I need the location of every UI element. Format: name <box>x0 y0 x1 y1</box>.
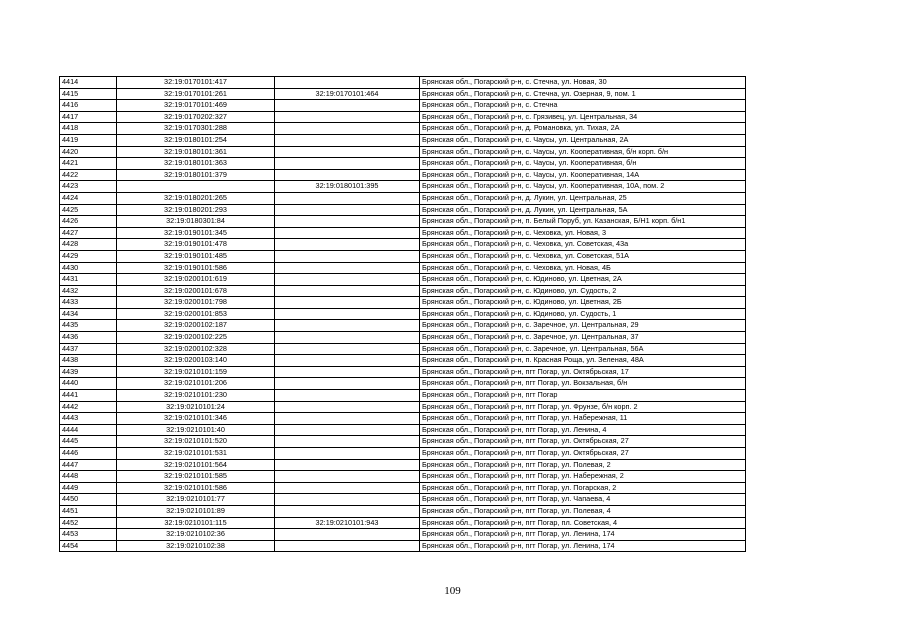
related-cadastral-number-cell <box>275 77 420 89</box>
address-cell: Брянская обл., Погарский р-н, с. Юдиново, ул. Цветная, 2Б <box>420 297 746 309</box>
table-row <box>60 320 746 332</box>
address-cell: Брянская обл., Погарский р-н, пгт Погар <box>420 390 746 402</box>
cadastral-number-cell: 32:19:0200102:225 <box>117 332 275 344</box>
table-row <box>60 181 746 193</box>
table-row <box>60 401 746 413</box>
address-cell: Брянская обл., Погарский р-н, с. Чаусы, ул. Кооперативная, б/н корп. б/н <box>420 146 746 158</box>
row-number-cell: 4435 <box>60 320 117 332</box>
related-cadastral-number-cell <box>275 436 420 448</box>
cadastral-number-cell: 32:19:0200102:328 <box>117 343 275 355</box>
related-cadastral-number-cell <box>275 482 420 494</box>
table-row <box>60 471 746 483</box>
row-number-cell: 4447 <box>60 459 117 471</box>
row-number-cell: 4415 <box>60 88 117 100</box>
address-cell: Брянская обл., Погарский р-н, с. Стечна, ул. Озерная, 9, пом. 1 <box>420 88 746 100</box>
address-cell: Брянская обл., Погарский р-н, пгт Погар, пл. Советская, 4 <box>420 517 746 529</box>
table-row <box>60 482 746 494</box>
row-number-cell: 4454 <box>60 540 117 552</box>
row-number-cell: 4442 <box>60 401 117 413</box>
table-row <box>60 505 746 517</box>
row-number-cell: 4423 <box>60 181 117 193</box>
related-cadastral-number-cell <box>275 540 420 552</box>
address-cell: Брянская обл., Погарский р-н, с. Заречное, ул. Центральная, 56А <box>420 343 746 355</box>
row-number-cell: 4416 <box>60 100 117 112</box>
table-row <box>60 494 746 506</box>
address-cell: Брянская обл., Погарский р-н, пгт Погар, ул. Октябрьская, 27 <box>420 436 746 448</box>
related-cadastral-number-cell <box>275 471 420 483</box>
address-cell: Брянская обл., Погарский р-н, пгт Погар, ул. Ленина, 174 <box>420 529 746 541</box>
cadastral-number-cell: 32:19:0180101:363 <box>117 158 275 170</box>
table-row <box>60 134 746 146</box>
table-row <box>60 250 746 262</box>
table-row <box>60 355 746 367</box>
related-cadastral-number-cell <box>275 378 420 390</box>
address-cell: Брянская обл., Погарский р-н, пгт Погар, ул. Полевая, 4 <box>420 505 746 517</box>
table-row <box>60 169 746 181</box>
cadastral-number-cell: 32:19:0210101:586 <box>117 482 275 494</box>
table-row <box>60 540 746 552</box>
related-cadastral-number-cell <box>275 111 420 123</box>
cadastral-number-cell: 32:19:0210101:531 <box>117 448 275 460</box>
related-cadastral-number-cell <box>275 274 420 286</box>
row-number-cell: 4418 <box>60 123 117 135</box>
related-cadastral-number-cell <box>275 355 420 367</box>
cadastral-number-cell: 32:19:0180101:379 <box>117 169 275 181</box>
related-cadastral-number-cell: 32:19:0180101:395 <box>275 181 420 193</box>
related-cadastral-number-cell: 32:19:0170101:464 <box>275 88 420 100</box>
row-number-cell: 4445 <box>60 436 117 448</box>
related-cadastral-number-cell <box>275 262 420 274</box>
related-cadastral-number-cell <box>275 343 420 355</box>
table-row <box>60 297 746 309</box>
row-number-cell: 4419 <box>60 134 117 146</box>
address-cell: Брянская обл., Погарский р-н, пгт Погар, ул. Погарская, 2 <box>420 482 746 494</box>
cadastral-number-cell: 32:19:0210101:40 <box>117 424 275 436</box>
table-row <box>60 123 746 135</box>
cadastral-number-cell: 32:19:0190101:478 <box>117 239 275 251</box>
table-row <box>60 459 746 471</box>
row-number-cell: 4428 <box>60 239 117 251</box>
related-cadastral-number-cell <box>275 204 420 216</box>
table-row <box>60 216 746 228</box>
address-cell: Брянская обл., Погарский р-н, пгт Погар, ул. Фрунзе, б/н корп. 2 <box>420 401 746 413</box>
row-number-cell: 4436 <box>60 332 117 344</box>
row-number-cell: 4452 <box>60 517 117 529</box>
row-number-cell: 4453 <box>60 529 117 541</box>
cadastral-number-cell: 32:19:0200102:187 <box>117 320 275 332</box>
related-cadastral-number-cell <box>275 424 420 436</box>
cadastral-number-cell: 32:19:0170101:417 <box>117 77 275 89</box>
table-row <box>60 285 746 297</box>
address-cell: Брянская обл., Погарский р-н, с. Чеховка, ул. Советская, 43а <box>420 239 746 251</box>
address-cell: Брянская обл., Погарский р-н, пгт Погар, ул. Октябрьская, 27 <box>420 448 746 460</box>
address-cell: Брянская обл., Погарский р-н, д. Романовка, ул. Тихая, 2А <box>420 123 746 135</box>
row-number-cell: 4444 <box>60 424 117 436</box>
address-cell: Брянская обл., Погарский р-н, с. Чаусы, ул. Кооперативная, 14А <box>420 169 746 181</box>
row-number-cell: 4426 <box>60 216 117 228</box>
table-row <box>60 88 746 100</box>
row-number-cell: 4443 <box>60 413 117 425</box>
cadastral-number-cell: 32:19:0210101:585 <box>117 471 275 483</box>
address-cell: Брянская обл., Погарский р-н, пгт Погар, ул. Полевая, 2 <box>420 459 746 471</box>
cadastral-number-cell: 32:19:0210101:115 <box>117 517 275 529</box>
cadastral-number-cell: 32:19:0190101:586 <box>117 262 275 274</box>
address-cell: Брянская обл., Погарский р-н, пгт Погар, ул. Набережная, 2 <box>420 471 746 483</box>
related-cadastral-number-cell <box>275 192 420 204</box>
row-number-cell: 4434 <box>60 308 117 320</box>
row-number-cell: 4449 <box>60 482 117 494</box>
related-cadastral-number-cell <box>275 448 420 460</box>
row-number-cell: 4424 <box>60 192 117 204</box>
cadastral-number-cell: 32:19:0180201:265 <box>117 192 275 204</box>
table-row <box>60 378 746 390</box>
row-number-cell: 4417 <box>60 111 117 123</box>
cadastral-number-cell: 32:19:0200101:619 <box>117 274 275 286</box>
cadastral-number-cell: 32:19:0170101:261 <box>117 88 275 100</box>
related-cadastral-number-cell <box>275 332 420 344</box>
address-cell: Брянская обл., Погарский р-н, пгт Погар, ул. Октябрьская, 17 <box>420 366 746 378</box>
cadastral-number-cell <box>117 181 275 193</box>
cadastral-number-cell: 32:19:0210101:346 <box>117 413 275 425</box>
cadastral-number-cell: 32:19:0210101:24 <box>117 401 275 413</box>
registry-table-body <box>60 77 746 552</box>
related-cadastral-number-cell <box>275 239 420 251</box>
row-number-cell: 4429 <box>60 250 117 262</box>
address-cell: Брянская обл., Погарский р-н, с. Юдиново, ул. Судость, 1 <box>420 308 746 320</box>
address-cell: Брянская обл., Погарский р-н, пгт Погар, ул. Набережная, 11 <box>420 413 746 425</box>
row-number-cell: 4440 <box>60 378 117 390</box>
address-cell: Брянская обл., Погарский р-н, с. Грязивец, ул. Центральная, 34 <box>420 111 746 123</box>
table-row <box>60 390 746 402</box>
address-cell: Брянская обл., Погарский р-н, с. Чеховка, ул. Новая, 4Б <box>420 262 746 274</box>
row-number-cell: 4439 <box>60 366 117 378</box>
address-cell: Брянская обл., Погарский р-н, с. Чаусы, ул. Кооперативная, б/н <box>420 158 746 170</box>
row-number-cell: 4431 <box>60 274 117 286</box>
address-cell: Брянская обл., Погарский р-н, с. Стечна <box>420 100 746 112</box>
table-row <box>60 146 746 158</box>
table-row <box>60 413 746 425</box>
row-number-cell: 4430 <box>60 262 117 274</box>
table-row <box>60 100 746 112</box>
row-number-cell: 4422 <box>60 169 117 181</box>
related-cadastral-number-cell <box>275 401 420 413</box>
address-cell: Брянская обл., Погарский р-н, с. Чеховка, ул. Новая, 3 <box>420 227 746 239</box>
related-cadastral-number-cell <box>275 250 420 262</box>
table-row <box>60 262 746 274</box>
table-row <box>60 448 746 460</box>
address-cell: Брянская обл., Погарский р-н, п. Красная Роща, ул. Зеленая, 48А <box>420 355 746 367</box>
table-row <box>60 343 746 355</box>
cadastral-number-cell: 32:19:0200101:678 <box>117 285 275 297</box>
table-row <box>60 204 746 216</box>
table-row <box>60 274 746 286</box>
cadastral-number-cell: 32:19:0170101:469 <box>117 100 275 112</box>
related-cadastral-number-cell <box>275 297 420 309</box>
row-number-cell: 4425 <box>60 204 117 216</box>
cadastral-number-cell: 32:19:0180101:361 <box>117 146 275 158</box>
cadastral-number-cell: 32:19:0210101:520 <box>117 436 275 448</box>
row-number-cell: 4438 <box>60 355 117 367</box>
related-cadastral-number-cell <box>275 459 420 471</box>
table-row <box>60 227 746 239</box>
row-number-cell: 4432 <box>60 285 117 297</box>
row-number-cell: 4448 <box>60 471 117 483</box>
cadastral-number-cell: 32:19:0190101:485 <box>117 250 275 262</box>
cadastral-number-cell: 32:19:0200103:140 <box>117 355 275 367</box>
cadastral-number-cell: 32:19:0210101:89 <box>117 505 275 517</box>
table-row <box>60 239 746 251</box>
cadastral-number-cell: 32:19:0210101:77 <box>117 494 275 506</box>
registry-table <box>59 76 746 552</box>
address-cell: Брянская обл., Погарский р-н, с. Чаусы, ул. Кооперативная, 10А, пом. 2 <box>420 181 746 193</box>
table-row <box>60 517 746 529</box>
related-cadastral-number-cell <box>275 146 420 158</box>
table-row <box>60 111 746 123</box>
related-cadastral-number-cell <box>275 100 420 112</box>
cadastral-number-cell: 32:19:0170301:288 <box>117 123 275 135</box>
cadastral-number-cell: 32:19:0190101:345 <box>117 227 275 239</box>
related-cadastral-number-cell <box>275 169 420 181</box>
address-cell: Брянская обл., Погарский р-н, пгт Погар, ул. Чапаева, 4 <box>420 494 746 506</box>
address-cell: Брянская обл., Погарский р-н, пгт Погар, ул. Ленина, 4 <box>420 424 746 436</box>
table-row <box>60 366 746 378</box>
table-row <box>60 529 746 541</box>
table-row <box>60 192 746 204</box>
cadastral-number-cell: 32:19:0210101:564 <box>117 459 275 471</box>
address-cell: Брянская обл., Погарский р-н, с. Юдиново, ул. Судость, 2 <box>420 285 746 297</box>
related-cadastral-number-cell <box>275 158 420 170</box>
row-number-cell: 4414 <box>60 77 117 89</box>
related-cadastral-number-cell <box>275 216 420 228</box>
cadastral-number-cell: 32:19:0170202:327 <box>117 111 275 123</box>
cadastral-number-cell: 32:19:0210102:38 <box>117 540 275 552</box>
related-cadastral-number-cell <box>275 413 420 425</box>
address-cell: Брянская обл., Погарский р-н, с. Юдиново, ул. Цветная, 2А <box>420 274 746 286</box>
row-number-cell: 4420 <box>60 146 117 158</box>
related-cadastral-number-cell <box>275 227 420 239</box>
address-cell: Брянская обл., Погарский р-н, пгт Погар, ул. Ленина, 174 <box>420 540 746 552</box>
row-number-cell: 4451 <box>60 505 117 517</box>
cadastral-number-cell: 32:19:0210101:230 <box>117 390 275 402</box>
row-number-cell: 4441 <box>60 390 117 402</box>
table-row <box>60 332 746 344</box>
address-cell: Брянская обл., Погарский р-н, д. Лукин, ул. Центральная, 25 <box>420 192 746 204</box>
table-row <box>60 436 746 448</box>
cadastral-number-cell: 32:19:0200101:798 <box>117 297 275 309</box>
row-number-cell: 4427 <box>60 227 117 239</box>
row-number-cell: 4421 <box>60 158 117 170</box>
table-row <box>60 308 746 320</box>
address-cell: Брянская обл., Погарский р-н, с. Заречное, ул. Центральная, 29 <box>420 320 746 332</box>
cadastral-number-cell: 32:19:0210101:159 <box>117 366 275 378</box>
table-row <box>60 77 746 89</box>
address-cell: Брянская обл., Погарский р-н, с. Стечна, ул. Новая, 30 <box>420 77 746 89</box>
related-cadastral-number-cell <box>275 285 420 297</box>
row-number-cell: 4446 <box>60 448 117 460</box>
related-cadastral-number-cell <box>275 308 420 320</box>
row-number-cell: 4437 <box>60 343 117 355</box>
related-cadastral-number-cell <box>275 505 420 517</box>
row-number-cell: 4433 <box>60 297 117 309</box>
page-number: 109 <box>444 585 461 597</box>
related-cadastral-number-cell <box>275 529 420 541</box>
cadastral-number-cell: 32:19:0200101:853 <box>117 308 275 320</box>
related-cadastral-number-cell: 32:19:0210101:943 <box>275 517 420 529</box>
address-cell: Брянская обл., Погарский р-н, с. Чаусы, ул. Центральная, 2А <box>420 134 746 146</box>
related-cadastral-number-cell <box>275 123 420 135</box>
address-cell: Брянская обл., Погарский р-н, с. Заречное, ул. Центральная, 37 <box>420 332 746 344</box>
related-cadastral-number-cell <box>275 390 420 402</box>
related-cadastral-number-cell <box>275 320 420 332</box>
cadastral-number-cell: 32:19:0210102:36 <box>117 529 275 541</box>
related-cadastral-number-cell <box>275 366 420 378</box>
address-cell: Брянская обл., Погарский р-н, с. Чеховка, ул. Советская, 51А <box>420 250 746 262</box>
table-row <box>60 424 746 436</box>
address-cell: Брянская обл., Погарский р-н, д. Лукин, ул. Центральная, 5А <box>420 204 746 216</box>
address-cell: Брянская обл., Погарский р-н, п. Белый Поруб, ул. Казанская, Б/Н1 корп. б/н1 <box>420 216 746 228</box>
table-row <box>60 158 746 170</box>
related-cadastral-number-cell <box>275 134 420 146</box>
address-cell: Брянская обл., Погарский р-н, пгт Погар, ул. Вокзальная, б/н <box>420 378 746 390</box>
cadastral-number-cell: 32:19:0180101:254 <box>117 134 275 146</box>
row-number-cell: 4450 <box>60 494 117 506</box>
cadastral-number-cell: 32:19:0180301:84 <box>117 216 275 228</box>
related-cadastral-number-cell <box>275 494 420 506</box>
cadastral-number-cell: 32:19:0210101:206 <box>117 378 275 390</box>
cadastral-number-cell: 32:19:0180201:293 <box>117 204 275 216</box>
